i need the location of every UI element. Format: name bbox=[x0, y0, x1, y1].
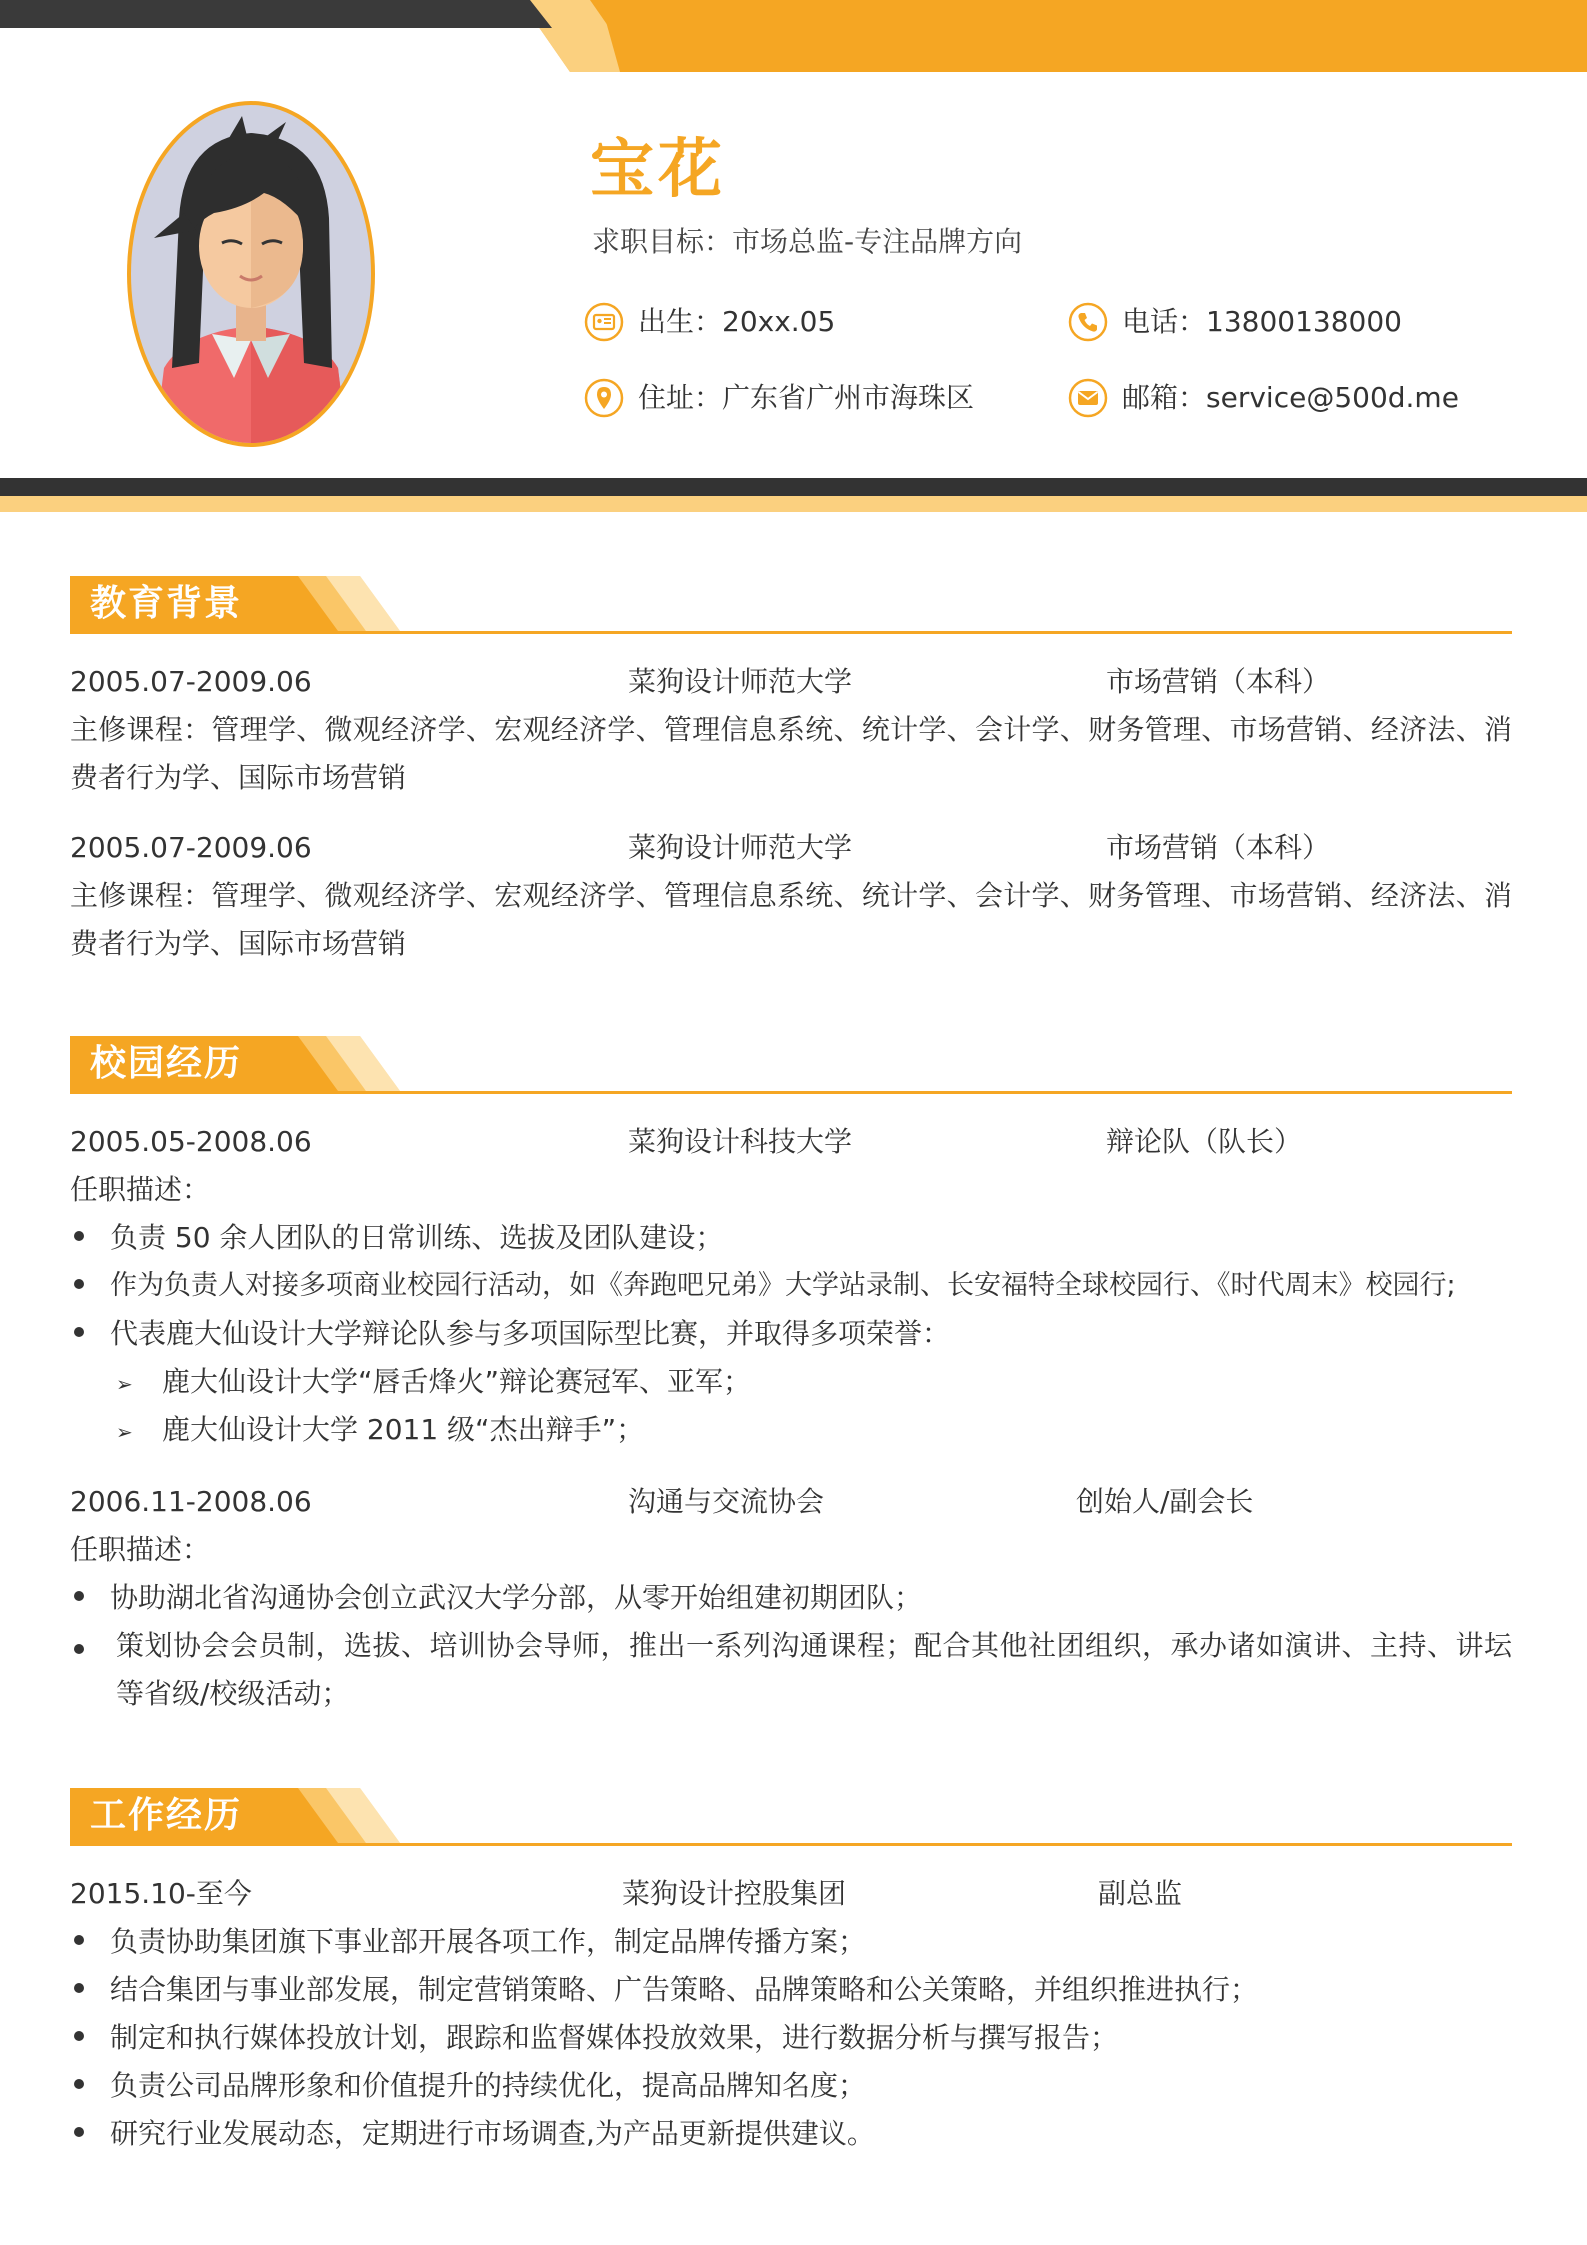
section-title: 工作经历 bbox=[90, 1795, 243, 1836]
section-underline bbox=[70, 1091, 1512, 1094]
list-item bbox=[74, 2062, 866, 2110]
job-objective bbox=[592, 222, 1022, 262]
list-item bbox=[74, 1918, 866, 1966]
campus-1-desc-label: 任职描述： bbox=[70, 1173, 211, 1206]
edu-2-school: 菜狗设计师范大学 bbox=[628, 831, 853, 864]
edu-2-period: 2005.07-2009.06 bbox=[70, 831, 312, 864]
objective-value: 市场总监-专注品牌方向 bbox=[732, 225, 1023, 258]
campus-2-desc-label: 任职描述： bbox=[70, 1533, 211, 1566]
bullet-dot bbox=[74, 2031, 84, 2041]
email-label: 邮箱： bbox=[1122, 381, 1207, 414]
list-item-text: 作为负责人对接多项商业校园行活动，如《奔跑吧兄弟》大学站录制、长安福特全球校园行、《时代周末》校园行; bbox=[110, 1270, 1456, 1301]
edu-1-major: 市场营销（本科） bbox=[1106, 665, 1331, 698]
list-item bbox=[74, 1262, 1456, 1310]
work-1-period: 2015.10-至今 bbox=[70, 1877, 252, 1910]
list-item bbox=[74, 1310, 950, 1358]
objective-label: 求职目标： bbox=[592, 225, 733, 258]
section-education-header bbox=[70, 570, 1512, 634]
email-value[interactable]: service@500d.me bbox=[1206, 381, 1459, 414]
bullet-dot bbox=[74, 2079, 84, 2089]
list-item bbox=[74, 1966, 1258, 2014]
bullet-dot bbox=[74, 1983, 84, 1993]
birth-label: 出生： bbox=[638, 305, 723, 338]
candidate-name: 宝花 bbox=[590, 133, 726, 207]
edu-1-courses: 主修课程：管理学、微观经济学、宏观经济学、管理信息系统、统计学、会计学、财务管理、市场营销、经济法、消费者行为学、国际市场营销 bbox=[70, 713, 1512, 794]
phone-info bbox=[1068, 302, 1402, 342]
list-item-text: 鹿大仙设计大学 2011 级“杰出辩手”； bbox=[162, 1413, 645, 1446]
list-item-text: 鹿大仙设计大学“唇舌烽火”辩论赛冠军、亚军； bbox=[162, 1365, 752, 1398]
bullet-dot bbox=[74, 1279, 84, 1289]
mail-icon bbox=[1068, 378, 1108, 418]
list-item bbox=[74, 1214, 723, 1262]
sub-list-item bbox=[116, 1358, 751, 1408]
header-divider-dark bbox=[0, 478, 1587, 496]
avatar bbox=[124, 98, 378, 450]
list-item-text: 负责 50 余人团队的日常训练、选拔及团队建设； bbox=[110, 1221, 724, 1254]
list-item-text: 代表鹿大仙设计大学辩论队参与多项国际型比赛，并取得多项荣誉： bbox=[110, 1317, 951, 1350]
location-icon bbox=[584, 378, 624, 418]
arrow-bullet-icon: ➢ bbox=[116, 1420, 133, 1444]
work-1-company: 菜狗设计控股集团 bbox=[622, 1877, 847, 1910]
bullet-dot bbox=[74, 1591, 84, 1601]
section-title: 校园经历 bbox=[90, 1043, 243, 1084]
list-item-text: 制定和执行媒体投放计划，跟踪和监督媒体投放效果，进行数据分析与撰写报告； bbox=[110, 2021, 1119, 2054]
bullet-dot bbox=[74, 1231, 84, 1241]
list-item-text: 负责公司品牌形象和价值提升的持续优化，提高品牌知名度； bbox=[110, 2069, 867, 2102]
edu-2-major: 市场营销（本科） bbox=[1106, 831, 1331, 864]
bullet-dot bbox=[74, 1644, 84, 1654]
header-top-band bbox=[0, 0, 1587, 72]
edu-2-courses: 主修课程：管理学、微观经济学、宏观经济学、管理信息系统、统计学、会计学、财务管理、市场营销、经济法、消费者行为学、国际市场营销 bbox=[70, 879, 1512, 960]
section-underline bbox=[70, 1843, 1512, 1846]
phone-icon bbox=[1068, 302, 1108, 342]
phone-value[interactable]: 13800138000 bbox=[1206, 305, 1402, 338]
section-work-header bbox=[70, 1782, 1512, 1846]
sub-list-item bbox=[116, 1406, 644, 1456]
list-item bbox=[74, 1622, 1512, 1718]
birth-info bbox=[584, 302, 835, 342]
bullet-dot bbox=[74, 1935, 84, 1945]
list-item-text: 结合集团与事业部发展，制定营销策略、广告策略、品牌策略和公关策略，并组织推进执行； bbox=[110, 1973, 1259, 2006]
edu-1-period: 2005.07-2009.06 bbox=[70, 665, 312, 698]
campus-1-period: 2005.05-2008.06 bbox=[70, 1125, 312, 1158]
section-campus-header bbox=[70, 1030, 1512, 1094]
list-item-text: 策划协会会员制，选拔、培训协会导师，推出一系列沟通课程；配合其他社团组织，承办诸如演讲、主持、讲坛等省级/校级活动； bbox=[116, 1629, 1512, 1710]
arrow-bullet-icon: ➢ bbox=[116, 1372, 133, 1396]
list-item-text: 负责协助集团旗下事业部开展各项工作，制定品牌传播方案； bbox=[110, 1925, 867, 1958]
edu-1-school: 菜狗设计师范大学 bbox=[628, 665, 853, 698]
list-item-text: 协助湖北省沟通协会创立武汉大学分部，从零开始组建初期团队； bbox=[110, 1581, 923, 1614]
section-title: 教育背景 bbox=[90, 583, 243, 624]
bullet-dot bbox=[74, 1327, 84, 1337]
section-underline bbox=[70, 631, 1512, 634]
header-divider-gold bbox=[0, 496, 1587, 512]
list-item-text: 研究行业发展动态，定期进行市场调查,为产品更新提供建议。 bbox=[110, 2117, 875, 2150]
list-item bbox=[74, 1574, 922, 1622]
bullet-dot bbox=[74, 2127, 84, 2137]
campus-2-org: 沟通与交流协会 bbox=[628, 1485, 825, 1518]
work-1-role: 副总监 bbox=[1098, 1877, 1183, 1910]
phone-label: 电话： bbox=[1122, 305, 1207, 338]
list-item bbox=[74, 2110, 875, 2158]
campus-2-role: 创始人/副会长 bbox=[1076, 1485, 1254, 1518]
address-info bbox=[584, 378, 974, 418]
list-item bbox=[74, 2014, 1118, 2062]
address-value: 广东省广州市海珠区 bbox=[722, 381, 975, 414]
address-label: 住址： bbox=[638, 381, 723, 414]
campus-1-org: 菜狗设计科技大学 bbox=[628, 1125, 853, 1158]
birth-value: 20xx.05 bbox=[722, 305, 836, 338]
id-card-icon bbox=[584, 302, 624, 342]
email-info bbox=[1068, 378, 1459, 418]
campus-2-period: 2006.11-2008.06 bbox=[70, 1485, 312, 1518]
campus-1-role: 辩论队（队长） bbox=[1106, 1125, 1303, 1158]
